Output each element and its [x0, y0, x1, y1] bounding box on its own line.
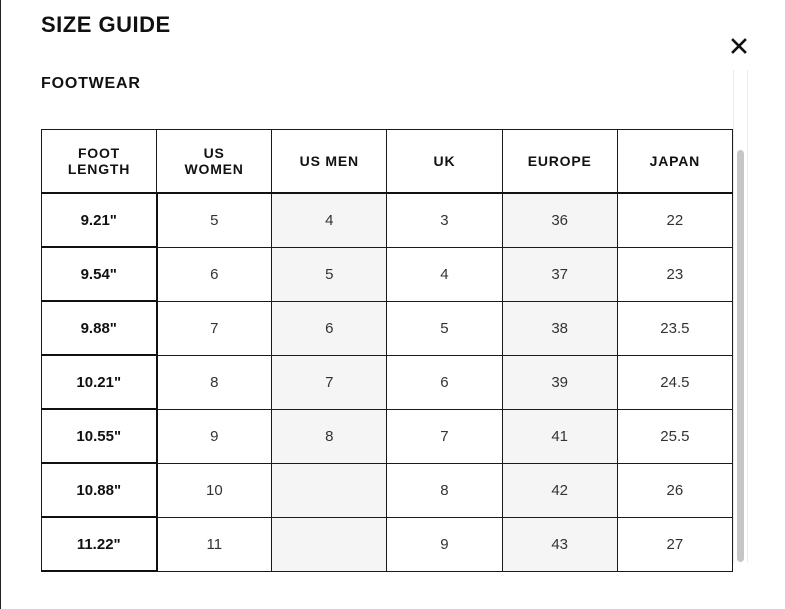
cell-us-men: 8 — [272, 409, 387, 463]
cell-us-men: 6 — [272, 301, 387, 355]
close-button[interactable] — [728, 35, 750, 57]
cell-us-women: 10 — [157, 463, 272, 517]
table-row — [42, 193, 733, 247]
cell-japan: 24.5 — [617, 355, 732, 409]
table-row — [42, 409, 733, 463]
cell-us-men — [272, 517, 387, 571]
size-table — [41, 129, 733, 572]
modal-title: SIZE GUIDE — [41, 12, 171, 37]
cell-us-women: 7 — [157, 301, 272, 355]
cell-foot-length: 10.88" — [42, 463, 157, 517]
cell-us-men — [272, 463, 387, 517]
cell-uk: 4 — [387, 247, 502, 301]
cell-uk: 9 — [387, 517, 502, 571]
cell-japan: 26 — [617, 463, 732, 517]
header-europe: EUROPE — [502, 130, 617, 194]
cell-europe: 43 — [502, 517, 617, 571]
close-icon — [728, 35, 750, 57]
scrollbar-thumb[interactable] — [737, 150, 744, 562]
table-row — [42, 517, 733, 571]
cell-foot-length: 9.54" — [42, 247, 157, 301]
table-header-row — [42, 130, 733, 194]
section-title: FOOTWEAR — [41, 75, 141, 92]
cell-europe: 39 — [502, 355, 617, 409]
cell-uk: 6 — [387, 355, 502, 409]
table-row — [42, 355, 733, 409]
cell-europe: 42 — [502, 463, 617, 517]
cell-us-women: 8 — [157, 355, 272, 409]
cell-foot-length: 10.21" — [42, 355, 157, 409]
header-uk: UK — [387, 130, 502, 194]
cell-uk: 5 — [387, 301, 502, 355]
header-japan: JAPAN — [617, 130, 732, 194]
header-foot-length: FOOT LENGTH — [42, 130, 157, 194]
cell-us-men: 4 — [272, 193, 387, 247]
table-row — [42, 247, 733, 301]
scrollbar[interactable] — [733, 70, 748, 563]
cell-us-women: 5 — [157, 193, 272, 247]
cell-us-women: 6 — [157, 247, 272, 301]
cell-foot-length: 10.55" — [42, 409, 157, 463]
cell-uk: 3 — [387, 193, 502, 247]
page-left-border — [0, 0, 1, 609]
header-us-women: US WOMEN — [157, 130, 272, 194]
table-row — [42, 301, 733, 355]
cell-europe: 37 — [502, 247, 617, 301]
cell-us-women: 11 — [157, 517, 272, 571]
cell-europe: 41 — [502, 409, 617, 463]
cell-uk: 7 — [387, 409, 502, 463]
cell-uk: 8 — [387, 463, 502, 517]
cell-japan: 25.5 — [617, 409, 732, 463]
header-us-men: US MEN — [272, 130, 387, 194]
cell-us-women: 9 — [157, 409, 272, 463]
cell-europe: 38 — [502, 301, 617, 355]
cell-foot-length: 9.21" — [42, 193, 157, 247]
table-row — [42, 463, 733, 517]
cell-japan: 23 — [617, 247, 732, 301]
cell-us-men: 5 — [272, 247, 387, 301]
cell-japan: 27 — [617, 517, 732, 571]
cell-europe: 36 — [502, 193, 617, 247]
cell-us-men: 7 — [272, 355, 387, 409]
cell-foot-length: 11.22" — [42, 517, 157, 571]
cell-japan: 22 — [617, 193, 732, 247]
cell-japan: 23.5 — [617, 301, 732, 355]
cell-foot-length: 9.88" — [42, 301, 157, 355]
